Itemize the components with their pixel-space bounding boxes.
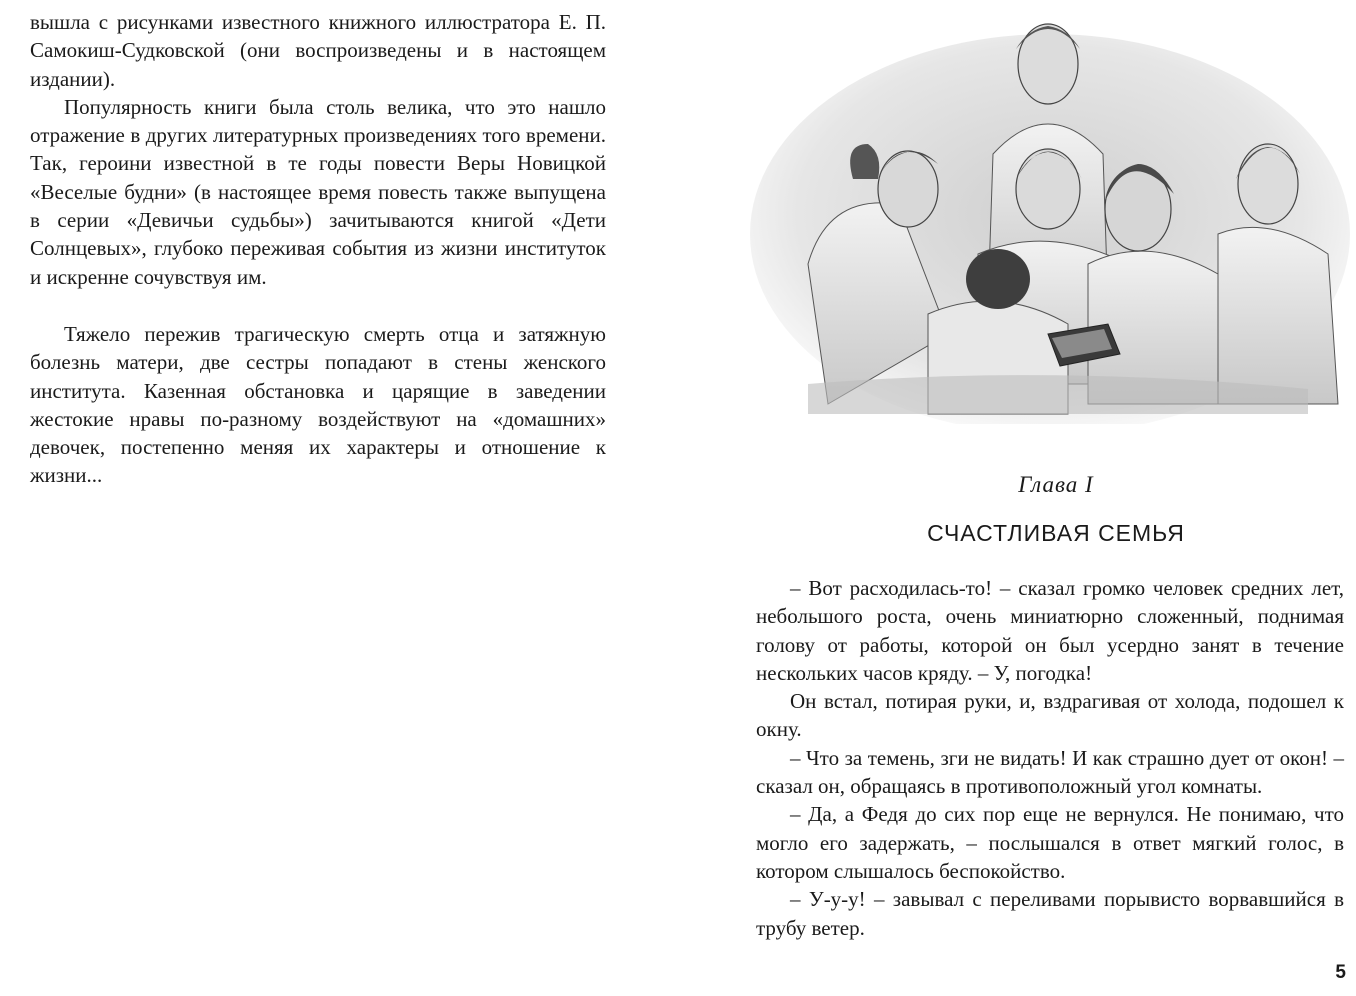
right-page (700, 0, 1356, 996)
left-page (0, 0, 640, 996)
page-number: 5 (1335, 962, 1346, 983)
paragraph: вышла с рисунками известного книжного иллюстратора Е. П. Самокиш-Судковской (они воспроизведены и в настоящем издании). (30, 10, 606, 91)
paragraph: Он встал, потирая руки, и, вздрагивая от холода, подошел к окну. (756, 689, 1344, 742)
chapter-text-block (756, 574, 1344, 942)
intro-text-block (30, 8, 606, 291)
paragraph: – У-у-у! – завывал с переливами порывисто ворвавшийся в трубу ветер. (756, 887, 1344, 940)
synopsis-text-block (30, 320, 606, 490)
paragraph: Популярность книги была столь велика, что это нашло отражение в других литературных произведениях того времени. Так, героини известной в те годы повести Веры Новицкой «Веселые будни» (в настоящее время повесть также выпущена в серии «Девичьи судьбы») зачитываются книгой «Дети Солнцевых», глубоко переживая события из жизни институток и искренне сочувствуя им. (30, 94, 606, 289)
paragraph: – Да, а Федя до сих пор еще не вернулся. Не понимаю, что могло его задержать, – послышался в ответ мягкий голос, в котором слышалось беспокойство. (756, 802, 1344, 883)
chapter-title: СЧАСТЛИВАЯ СЕМЬЯ (927, 520, 1185, 546)
paragraph: – Что за темень, зги не видать! И как страшно дует от окон! – сказал он, обращаясь в противоположный угол комнаты. (756, 745, 1344, 799)
paragraph: Тяжело пережив трагическую смерть отца и затяжную болезнь матери, две сестры попадают в стены женского института. Казенная обстановка и царящие в заведении жестокие нравы по-разному воздействуют на «домашних» девочек, постепенно меняя их характеры и отношение к жизни... (30, 322, 606, 488)
chapter-label: Глава I (1018, 472, 1094, 497)
engraving-girls-reading-icon (748, 4, 1352, 424)
paragraph: – Вот расходилась-то! – сказал громко человек средних лет, небольшого роста, очень миниатюрно сложенный, поднимая голову от работы, которой он был усердно занят в течение нескольких часов кряду. – У, погодка! (756, 576, 1344, 685)
